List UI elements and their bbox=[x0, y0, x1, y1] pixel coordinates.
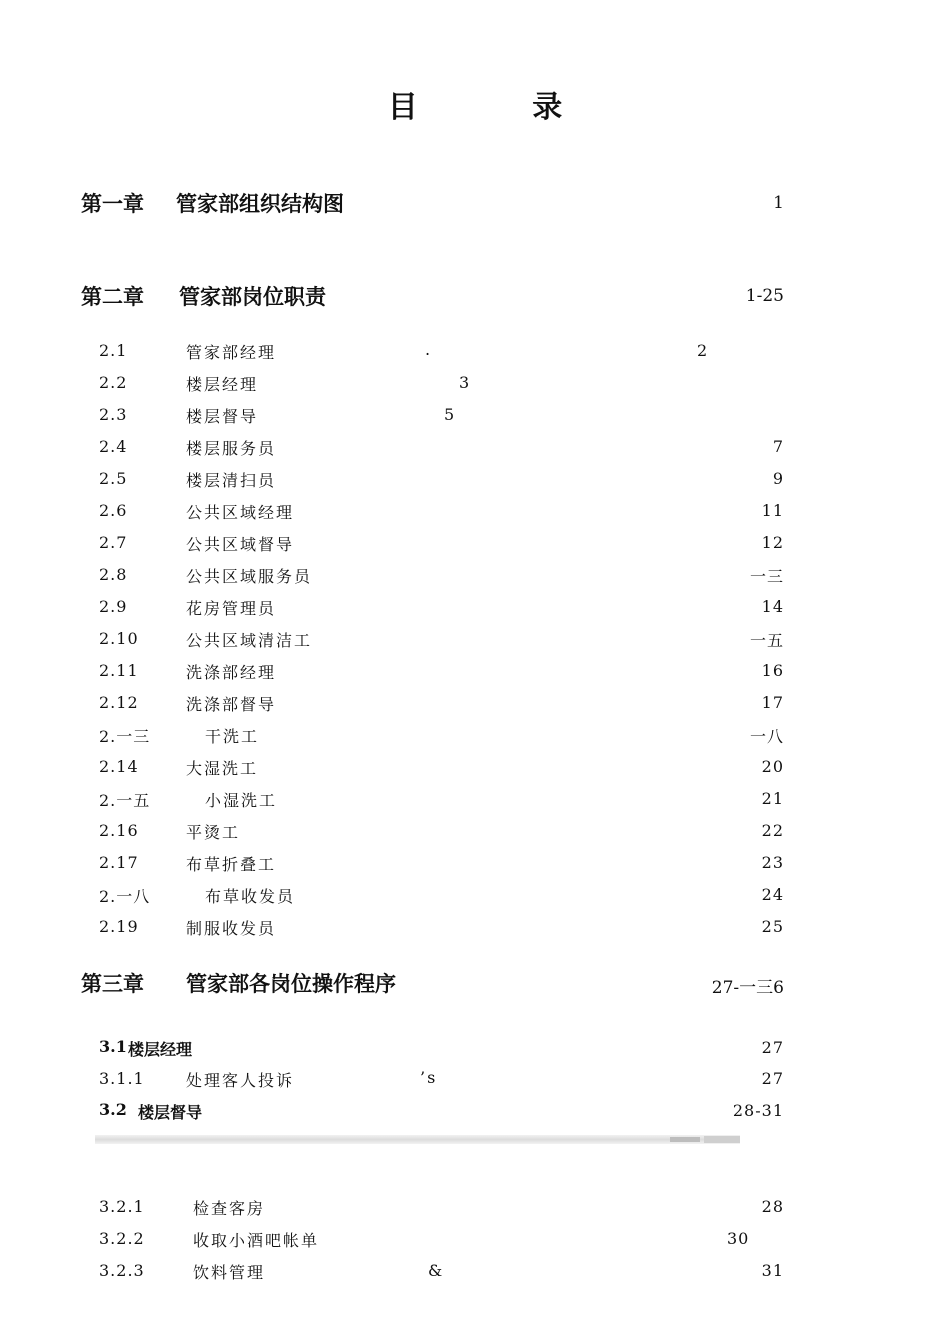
chapter-label: 第一章 bbox=[81, 191, 144, 216]
entry-name: 布草折叠工 bbox=[186, 855, 277, 874]
entry-number: 3.2.3 bbox=[99, 1261, 145, 1280]
entry-page: 16 bbox=[761, 661, 784, 680]
chapter-page: 1-25 bbox=[745, 286, 784, 306]
entry-name: 小湿洗工 bbox=[205, 791, 278, 810]
entry-number: 2.17 bbox=[99, 853, 139, 872]
entry-number: 3.2.2 bbox=[99, 1229, 145, 1248]
entry-number: 2.11 bbox=[99, 661, 139, 680]
entry-number: 2.一八 bbox=[99, 887, 151, 906]
entry-number: 2.5 bbox=[99, 469, 128, 488]
entry-page: 30 bbox=[727, 1229, 750, 1248]
entry-number: 2.2 bbox=[99, 373, 128, 392]
entry-name: 处理客人投诉 bbox=[186, 1071, 295, 1090]
entry-name: 公共区域经理 bbox=[186, 503, 295, 522]
entry-number: 2.16 bbox=[99, 821, 139, 840]
entry-number: 2.1 bbox=[99, 341, 128, 360]
entry-number: 2.8 bbox=[99, 565, 128, 584]
entry-page: 24 bbox=[761, 885, 784, 904]
entry-number: 2.一三 bbox=[99, 727, 151, 746]
entry-number: 2.4 bbox=[99, 437, 128, 456]
chapter-page: 27-一三6 bbox=[711, 978, 784, 998]
chapter-name: 管家部岗位职责 bbox=[179, 284, 326, 309]
entry-page: 5 bbox=[444, 405, 456, 424]
entry-name: 花房管理员 bbox=[186, 599, 277, 618]
entry-name: 公共区域清洁工 bbox=[186, 631, 313, 650]
entry-page: 2 bbox=[697, 341, 709, 360]
divider-mark bbox=[670, 1137, 700, 1142]
entry-page: 27 bbox=[761, 1069, 784, 1088]
entry-number: 2.9 bbox=[99, 597, 128, 616]
scan-divider bbox=[95, 1135, 740, 1144]
entry-name: 洗涤部督导 bbox=[186, 695, 277, 714]
entry-page: 31 bbox=[761, 1261, 784, 1280]
entry-page: 25 bbox=[761, 917, 784, 936]
entry-number: 2.3 bbox=[99, 405, 128, 424]
entry-page: 21 bbox=[761, 789, 784, 808]
section-name: 楼层督导 bbox=[138, 1103, 203, 1122]
entry-name: 洗涤部经理 bbox=[186, 663, 277, 682]
entry-number: 2.19 bbox=[99, 917, 139, 936]
entry-page: 22 bbox=[761, 821, 784, 840]
chapter-name: 管家部各岗位操作程序 bbox=[186, 971, 396, 996]
entry-mark: & bbox=[428, 1261, 445, 1280]
entry-page: 9 bbox=[772, 469, 784, 488]
section-name: 楼层经理 bbox=[128, 1040, 193, 1059]
chapter-label: 第三章 bbox=[81, 971, 144, 996]
entry-number: 2.12 bbox=[99, 693, 139, 712]
entry-number: 2.14 bbox=[99, 757, 139, 776]
entry-name: 干洗工 bbox=[205, 727, 260, 746]
entry-number: 3.1.1 bbox=[99, 1069, 145, 1088]
entry-name: 饮料管理 bbox=[193, 1263, 266, 1282]
section-number: 3.2 bbox=[99, 1100, 127, 1119]
entry-name: 布草收发员 bbox=[205, 887, 296, 906]
entry-name: 平烫工 bbox=[186, 823, 241, 842]
entry-page: 一五 bbox=[749, 631, 784, 650]
section-number: 3.1 bbox=[99, 1037, 127, 1056]
entry-page: 3 bbox=[459, 373, 471, 392]
divider-mark bbox=[704, 1136, 740, 1143]
entry-page: 7 bbox=[772, 437, 784, 456]
entry-mark: . bbox=[425, 340, 433, 359]
entry-number: 3.2.1 bbox=[99, 1197, 145, 1216]
entry-number: 2.一五 bbox=[99, 791, 151, 810]
entry-name: 公共区域督导 bbox=[186, 535, 295, 554]
chapter-name: 管家部组织结构图 bbox=[176, 191, 344, 216]
entry-page: 28 bbox=[761, 1197, 784, 1216]
entry-page: 27 bbox=[761, 1038, 784, 1057]
entry-page: 23 bbox=[761, 853, 784, 872]
entry-page: 17 bbox=[761, 693, 784, 712]
entry-name: 楼层经理 bbox=[186, 375, 259, 394]
entry-name: 楼层服务员 bbox=[186, 439, 277, 458]
entry-page: 20 bbox=[761, 757, 784, 776]
entry-page: 28-31 bbox=[732, 1101, 784, 1120]
entry-page: 一八 bbox=[749, 727, 784, 746]
entry-number: 2.7 bbox=[99, 533, 128, 552]
chapter-label: 第二章 bbox=[81, 284, 144, 309]
entry-name: 楼层清扫员 bbox=[186, 471, 277, 490]
toc-title: 目 录 bbox=[387, 90, 615, 125]
entry-number: 2.6 bbox=[99, 501, 128, 520]
entry-number: 2.10 bbox=[99, 629, 139, 648]
entry-page: 14 bbox=[761, 597, 784, 616]
entry-name: 制服收发员 bbox=[186, 919, 277, 938]
entry-mark: ’s bbox=[420, 1068, 438, 1087]
entry-page: 11 bbox=[761, 501, 784, 520]
entry-name: 管家部经理 bbox=[186, 343, 277, 362]
entry-name: 公共区域服务员 bbox=[186, 567, 313, 586]
entry-name: 收取小酒吧帐单 bbox=[193, 1231, 320, 1250]
entry-name: 大湿洗工 bbox=[186, 759, 259, 778]
entry-name: 检查客房 bbox=[193, 1199, 266, 1218]
chapter-page: 1 bbox=[773, 193, 784, 213]
entry-page: 12 bbox=[761, 533, 784, 552]
entry-page: 一三 bbox=[749, 567, 784, 586]
entry-name: 楼层督导 bbox=[186, 407, 259, 426]
